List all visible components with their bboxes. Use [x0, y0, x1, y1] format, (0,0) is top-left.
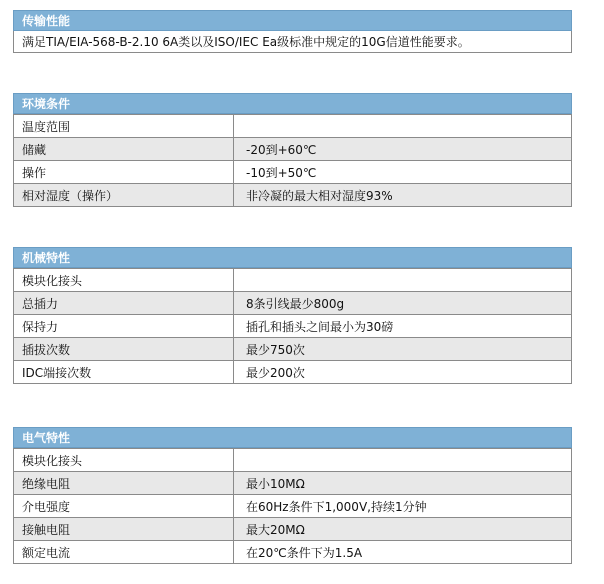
row-value: 在60Hz条件下1,000V,持续1分钟 — [234, 495, 572, 518]
row-value: -20到+60℃ — [234, 138, 572, 161]
table-row — [14, 292, 572, 315]
row-label: 模块化接头 — [14, 269, 234, 292]
table-row — [14, 269, 572, 292]
row-value: 8条引线最少800g — [234, 292, 572, 315]
row-value: 插孔和插头之间最小为30磅 — [234, 315, 572, 338]
table-row — [14, 184, 572, 207]
table-row — [14, 361, 572, 384]
row-value: 最大20MΩ — [234, 518, 572, 541]
row-label: 接触电阻 — [14, 518, 234, 541]
row-label: 储藏 — [14, 138, 234, 161]
table-row — [14, 338, 572, 361]
row-label: 模块化接头 — [14, 449, 234, 472]
row-label: 总插力 — [14, 292, 234, 315]
mechanical-header: 机械特性 — [13, 247, 572, 268]
row-value: 最少750次 — [234, 338, 572, 361]
transmission-header: 传输性能 — [13, 10, 572, 31]
mechanical-section — [13, 247, 572, 384]
row-label: 插拔次数 — [14, 338, 234, 361]
table-row — [14, 518, 572, 541]
row-value — [234, 115, 572, 138]
transmission-section — [13, 10, 572, 53]
table-row — [14, 541, 572, 564]
table-row — [14, 138, 572, 161]
table-row — [14, 161, 572, 184]
row-label: IDC端接次数 — [14, 361, 234, 384]
environment-section — [13, 93, 572, 207]
row-label: 相对湿度（操作） — [14, 184, 234, 207]
row-value: 最小10MΩ — [234, 472, 572, 495]
row-value: -10到+50℃ — [234, 161, 572, 184]
row-label: 绝缘电阻 — [14, 472, 234, 495]
row-value: 非冷凝的最大相对湿度93% — [234, 184, 572, 207]
electrical-header: 电气特性 — [13, 427, 572, 448]
row-label: 额定电流 — [14, 541, 234, 564]
row-value — [234, 269, 572, 292]
transmission-description: 满足TIA/EIA-568-B-2.10 6A类以及ISO/IEC Ea级标准中规定的10G信道性能要求。 — [13, 31, 572, 53]
table-row — [14, 115, 572, 138]
row-value: 最少200次 — [234, 361, 572, 384]
table-row — [14, 495, 572, 518]
row-label: 保持力 — [14, 315, 234, 338]
electrical-table — [13, 448, 572, 564]
table-row — [14, 315, 572, 338]
row-value: 在20℃条件下为1.5A — [234, 541, 572, 564]
electrical-section — [13, 427, 572, 564]
mechanical-table — [13, 268, 572, 384]
environment-table — [13, 114, 572, 207]
row-label: 操作 — [14, 161, 234, 184]
environment-header: 环境条件 — [13, 93, 572, 114]
row-label: 介电强度 — [14, 495, 234, 518]
table-row — [14, 472, 572, 495]
row-label: 温度范围 — [14, 115, 234, 138]
row-value — [234, 449, 572, 472]
table-row — [14, 449, 572, 472]
